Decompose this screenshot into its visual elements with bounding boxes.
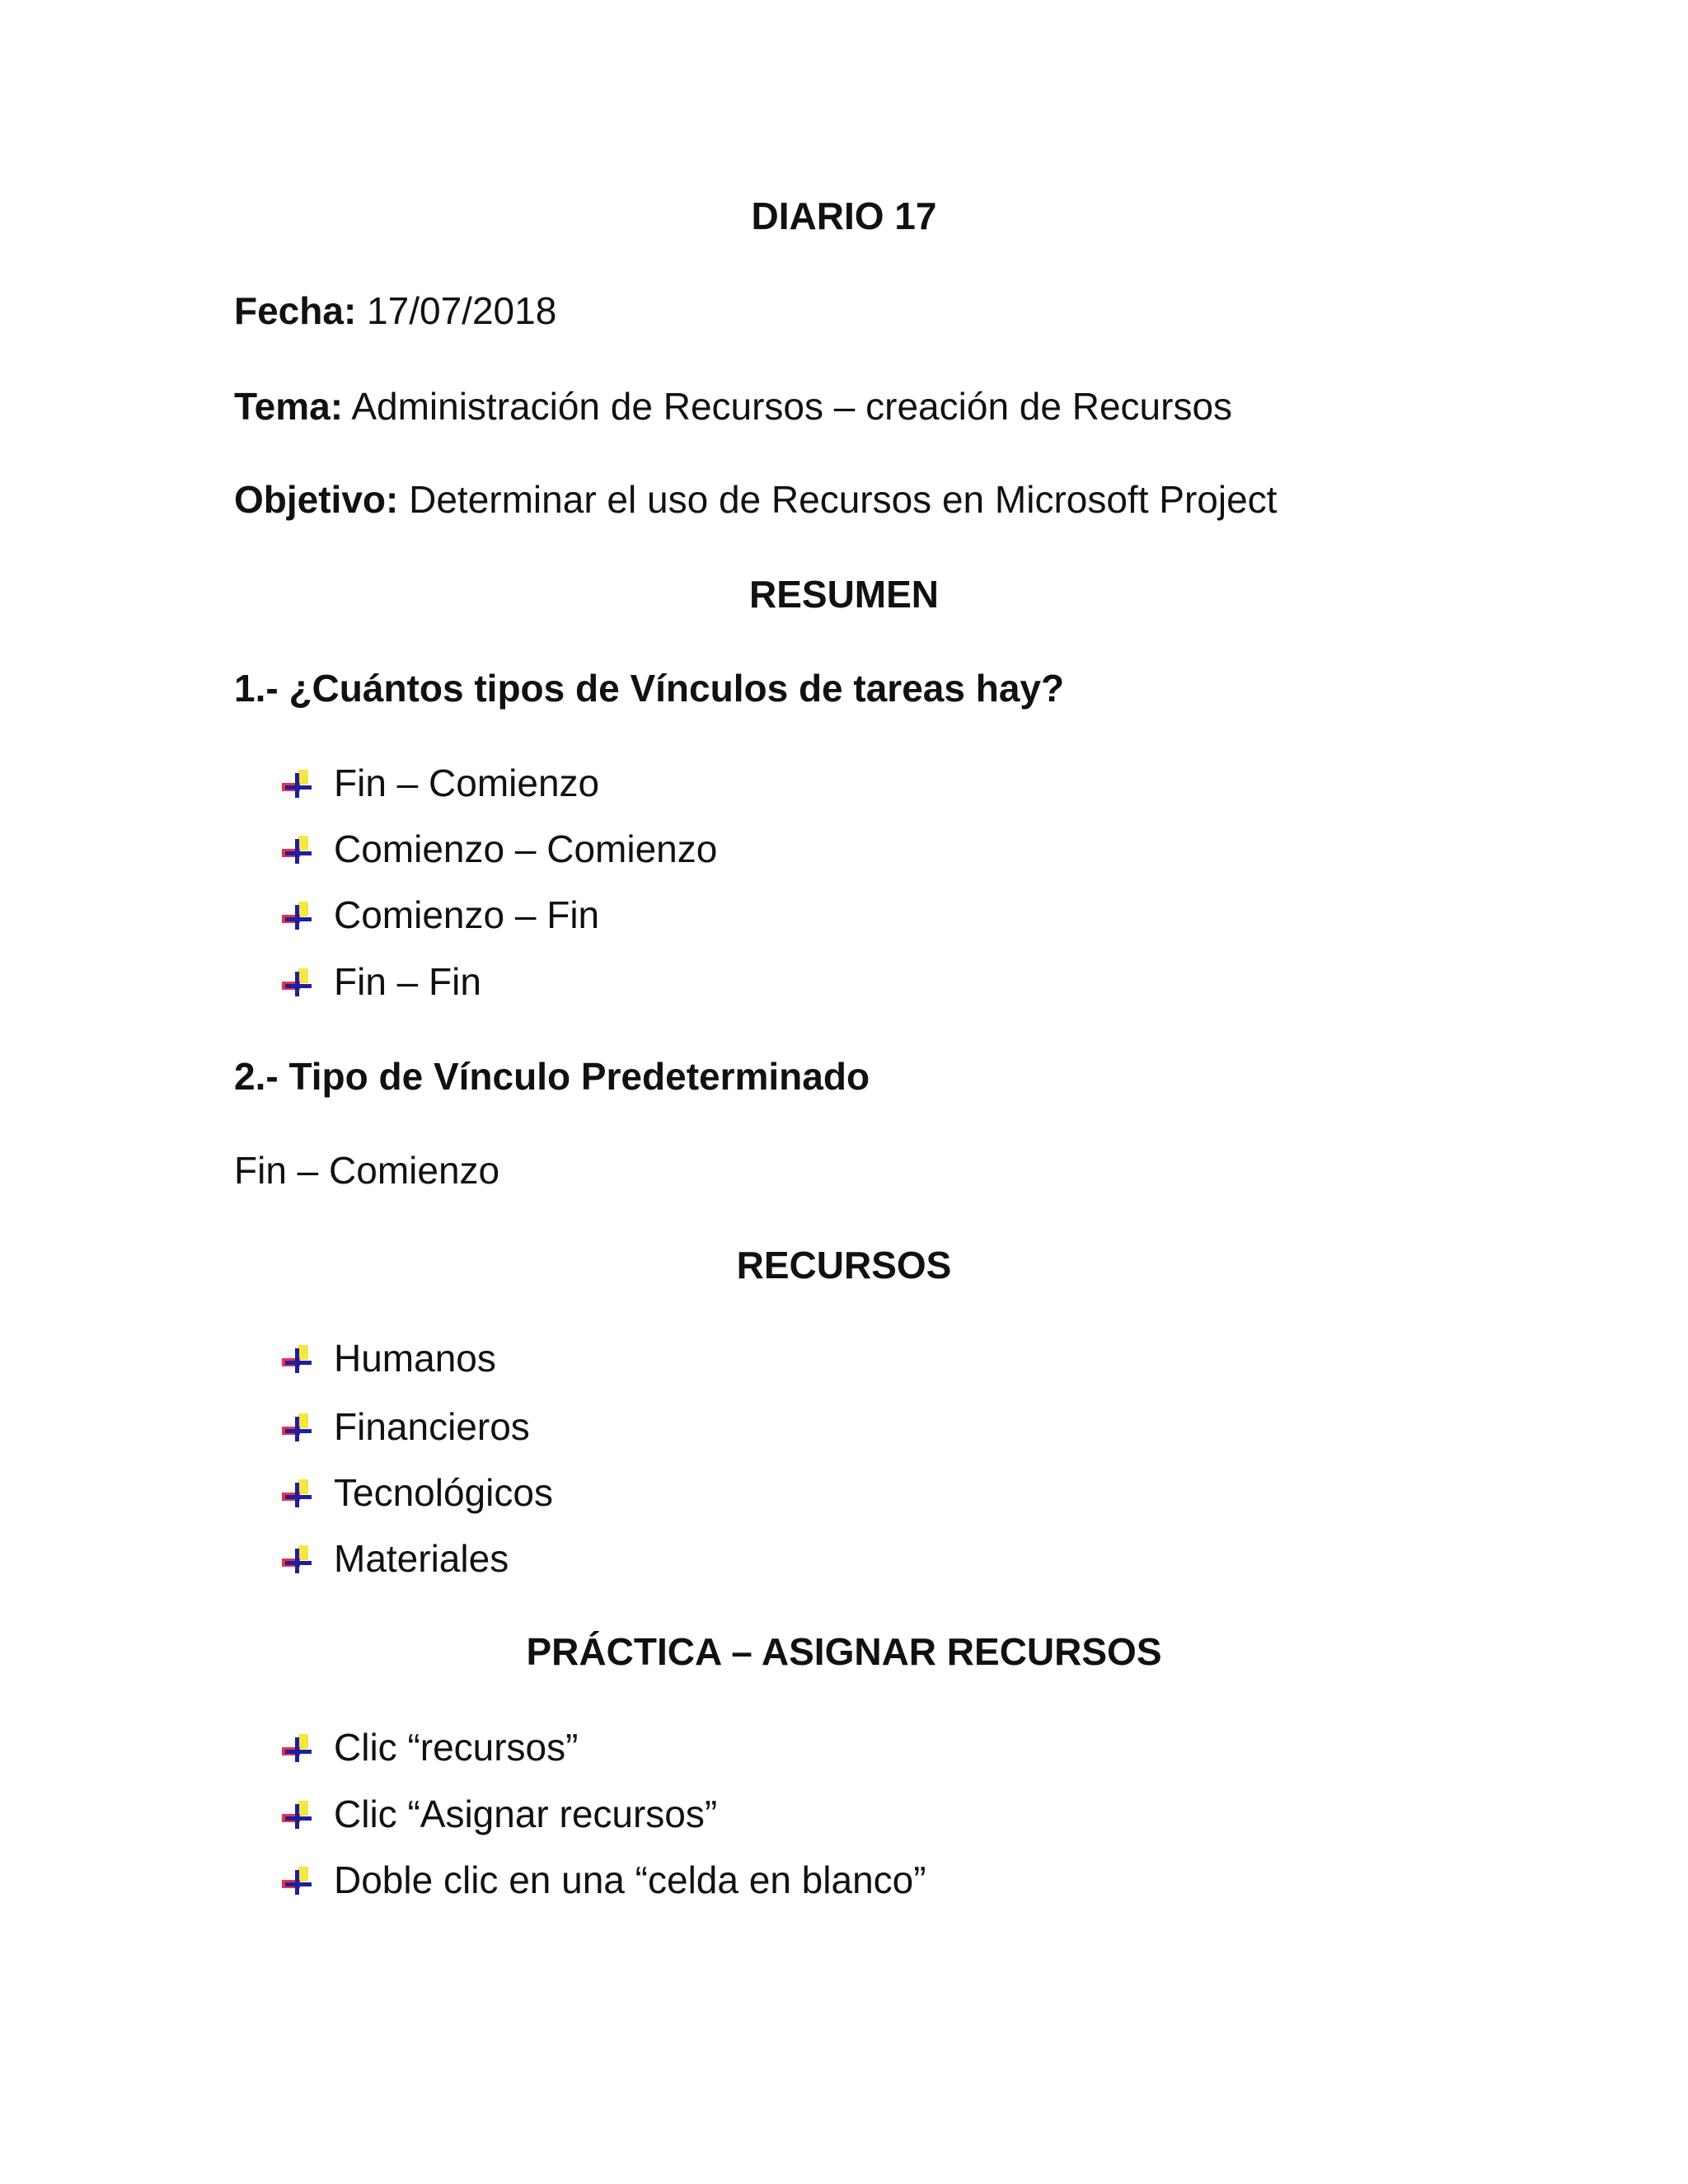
fecha-label: Fecha: (234, 289, 357, 332)
vinculo-label: Fin – Comienzo (334, 762, 600, 804)
arrow-bullet-icon (280, 900, 313, 933)
arrow-bullet-icon (280, 834, 313, 867)
objetivo-line (234, 476, 1277, 523)
paso-label: Clic “Asignar recursos” (334, 1793, 718, 1835)
objetivo-label: Objetivo: (234, 478, 399, 521)
objetivo-value: Determinar el uso de Recursos en Microsoft Project (409, 478, 1278, 521)
fecha-value: 17/07/2018 (367, 289, 557, 332)
question-2: 2.- Tipo de Vínculo Predeterminado (234, 1055, 870, 1098)
vinculo-label: Fin – Fin (334, 960, 481, 1003)
arrow-bullet-icon (280, 967, 313, 1000)
tema-line (234, 383, 1232, 429)
recursos-heading: RECURSOS (736, 1244, 952, 1286)
fecha-line (234, 288, 556, 334)
answer-2: Fin – Comienzo (234, 1149, 500, 1192)
resumen-heading: RESUMEN (748, 573, 940, 616)
arrow-bullet-icon (280, 1732, 313, 1765)
arrow-bullet-icon (280, 768, 313, 801)
arrow-bullet-icon (280, 1544, 313, 1577)
recurso-label: Humanos (334, 1337, 496, 1380)
recurso-label: Financieros (334, 1405, 530, 1448)
arrow-bullet-icon (280, 1799, 313, 1832)
document-title: DIARIO 17 (751, 194, 937, 237)
tema-value: Administración de Recursos – creación de Recursos (351, 385, 1233, 428)
arrow-bullet-icon (280, 1343, 313, 1376)
arrow-bullet-icon (280, 1412, 313, 1445)
practica-heading: PRÁCTICA – ASIGNAR RECURSOS (526, 1630, 1162, 1673)
recurso-label: Tecnológicos (334, 1471, 553, 1514)
vinculo-label: Comienzo – Comienzo (334, 827, 718, 870)
arrow-bullet-icon (280, 1478, 313, 1511)
paso-label: Doble clic en una “celda en blanco” (334, 1858, 926, 1901)
arrow-bullet-icon (280, 1865, 313, 1898)
question-1: 1.- ¿Cuántos tipos de Vínculos de tareas hay? (234, 667, 1065, 710)
paso-label: Clic “recursos” (334, 1726, 579, 1769)
vinculo-label: Comienzo – Fin (334, 893, 600, 936)
recurso-label: Materiales (334, 1537, 509, 1580)
tema-label: Tema: (234, 385, 344, 428)
